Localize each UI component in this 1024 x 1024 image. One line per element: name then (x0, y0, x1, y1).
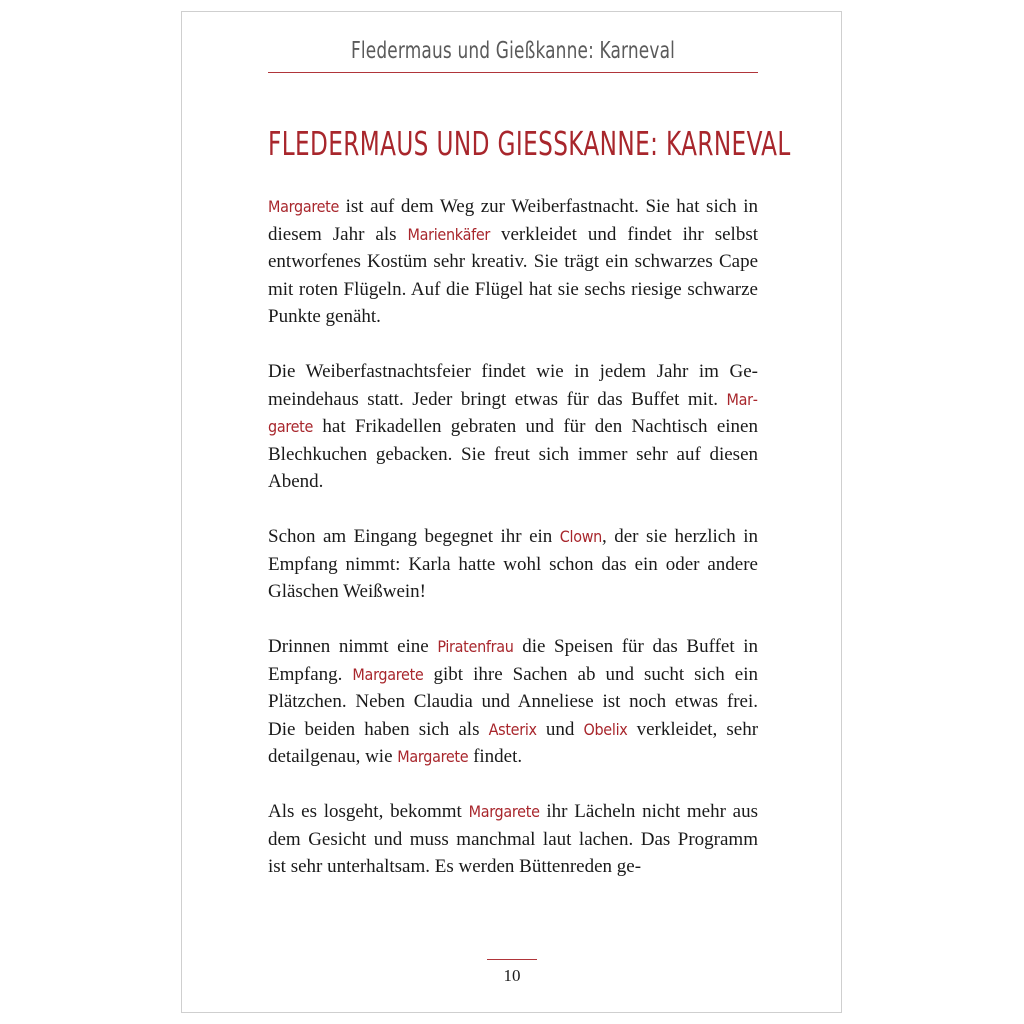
paragraph-text: Die Weiberfastnachtsfeier findet wie in jedem Jahr im Gemeindehaus statt. Jeder bringt etwas für das Buffet mit. (268, 361, 758, 410)
body-text (268, 193, 758, 908)
page-number: 10 (503, 966, 521, 985)
character-name: Margarete (268, 389, 758, 436)
paragraph-text: gibt ihre Sachen ab und sucht sich ein Plätzchen. Neben Claudia und Anneliese ist noch etwas frei. Die beiden haben sich als (268, 663, 758, 740)
chapter-title: FLEDERMAUS UND GIESSKANNE: KARNEVAL (268, 124, 791, 163)
running-head: Fledermaus und Gießkanne: Karneval (350, 38, 676, 64)
paragraph-text: findet. (468, 746, 523, 767)
paragraph-text: Drinnen nimmt eine (268, 636, 438, 657)
character-name: Margarete (468, 802, 540, 821)
paragraph (268, 633, 758, 771)
paragraph-text: hat Frikadellen gebraten und für den Nachtisch einen Blechkuchen gebacken. Sie freut sich immer sehr auf diesen Abend. (268, 416, 758, 492)
character-name: Asterix (488, 719, 537, 739)
paragraph (268, 358, 758, 496)
character-name: Margarete (397, 747, 469, 766)
character-name: Margarete (352, 664, 424, 684)
character-name: Clown (559, 527, 603, 546)
paragraph-text: , der sie herzlich in Empfang nimmt: Karla hatte wohl schon das ein oder andere Gläschen Weißwein! (268, 526, 758, 602)
header-rule (268, 72, 758, 73)
footer-rule (487, 959, 537, 960)
paragraph-text: verkleidet, sehr detailgenau, wie (268, 718, 759, 767)
paragraph-text: Schon am Eingang begegnet ihr ein (268, 526, 560, 547)
paragraph (268, 798, 758, 881)
character-name: Piratenfrau (437, 637, 514, 656)
paragraph-text: verkleidet und findet ihr selbst entworfenes Kostüm sehr kreativ. Sie trägt ein schwarzes Cape mit roten Flügeln. Auf die Flügel hat sie sechs riesige schwarze Punkte genäht. (268, 223, 759, 327)
paragraph-text: ihr Lächeln nicht mehr aus dem Gesicht und muss manchmal laut lachen. Das Programm ist sehr unterhaltsam. Es werden Büttenreden ge- (268, 801, 758, 877)
paragraph (268, 193, 758, 331)
character-name: Margarete (268, 197, 340, 216)
paragraph-text: ist auf dem Weg zur Weiberfastnacht. Sie hat sich in diesem Jahr als (268, 196, 758, 245)
paragraph-text: Als es losgeht, bekommt (268, 801, 469, 822)
paragraph-text: die Speisen für das Buffet in Empfang. (268, 636, 758, 685)
character-name: Marienkäfer (407, 224, 491, 244)
paragraph-text: und (536, 718, 584, 740)
character-name: Obelix (583, 719, 628, 739)
paragraph (268, 523, 758, 606)
